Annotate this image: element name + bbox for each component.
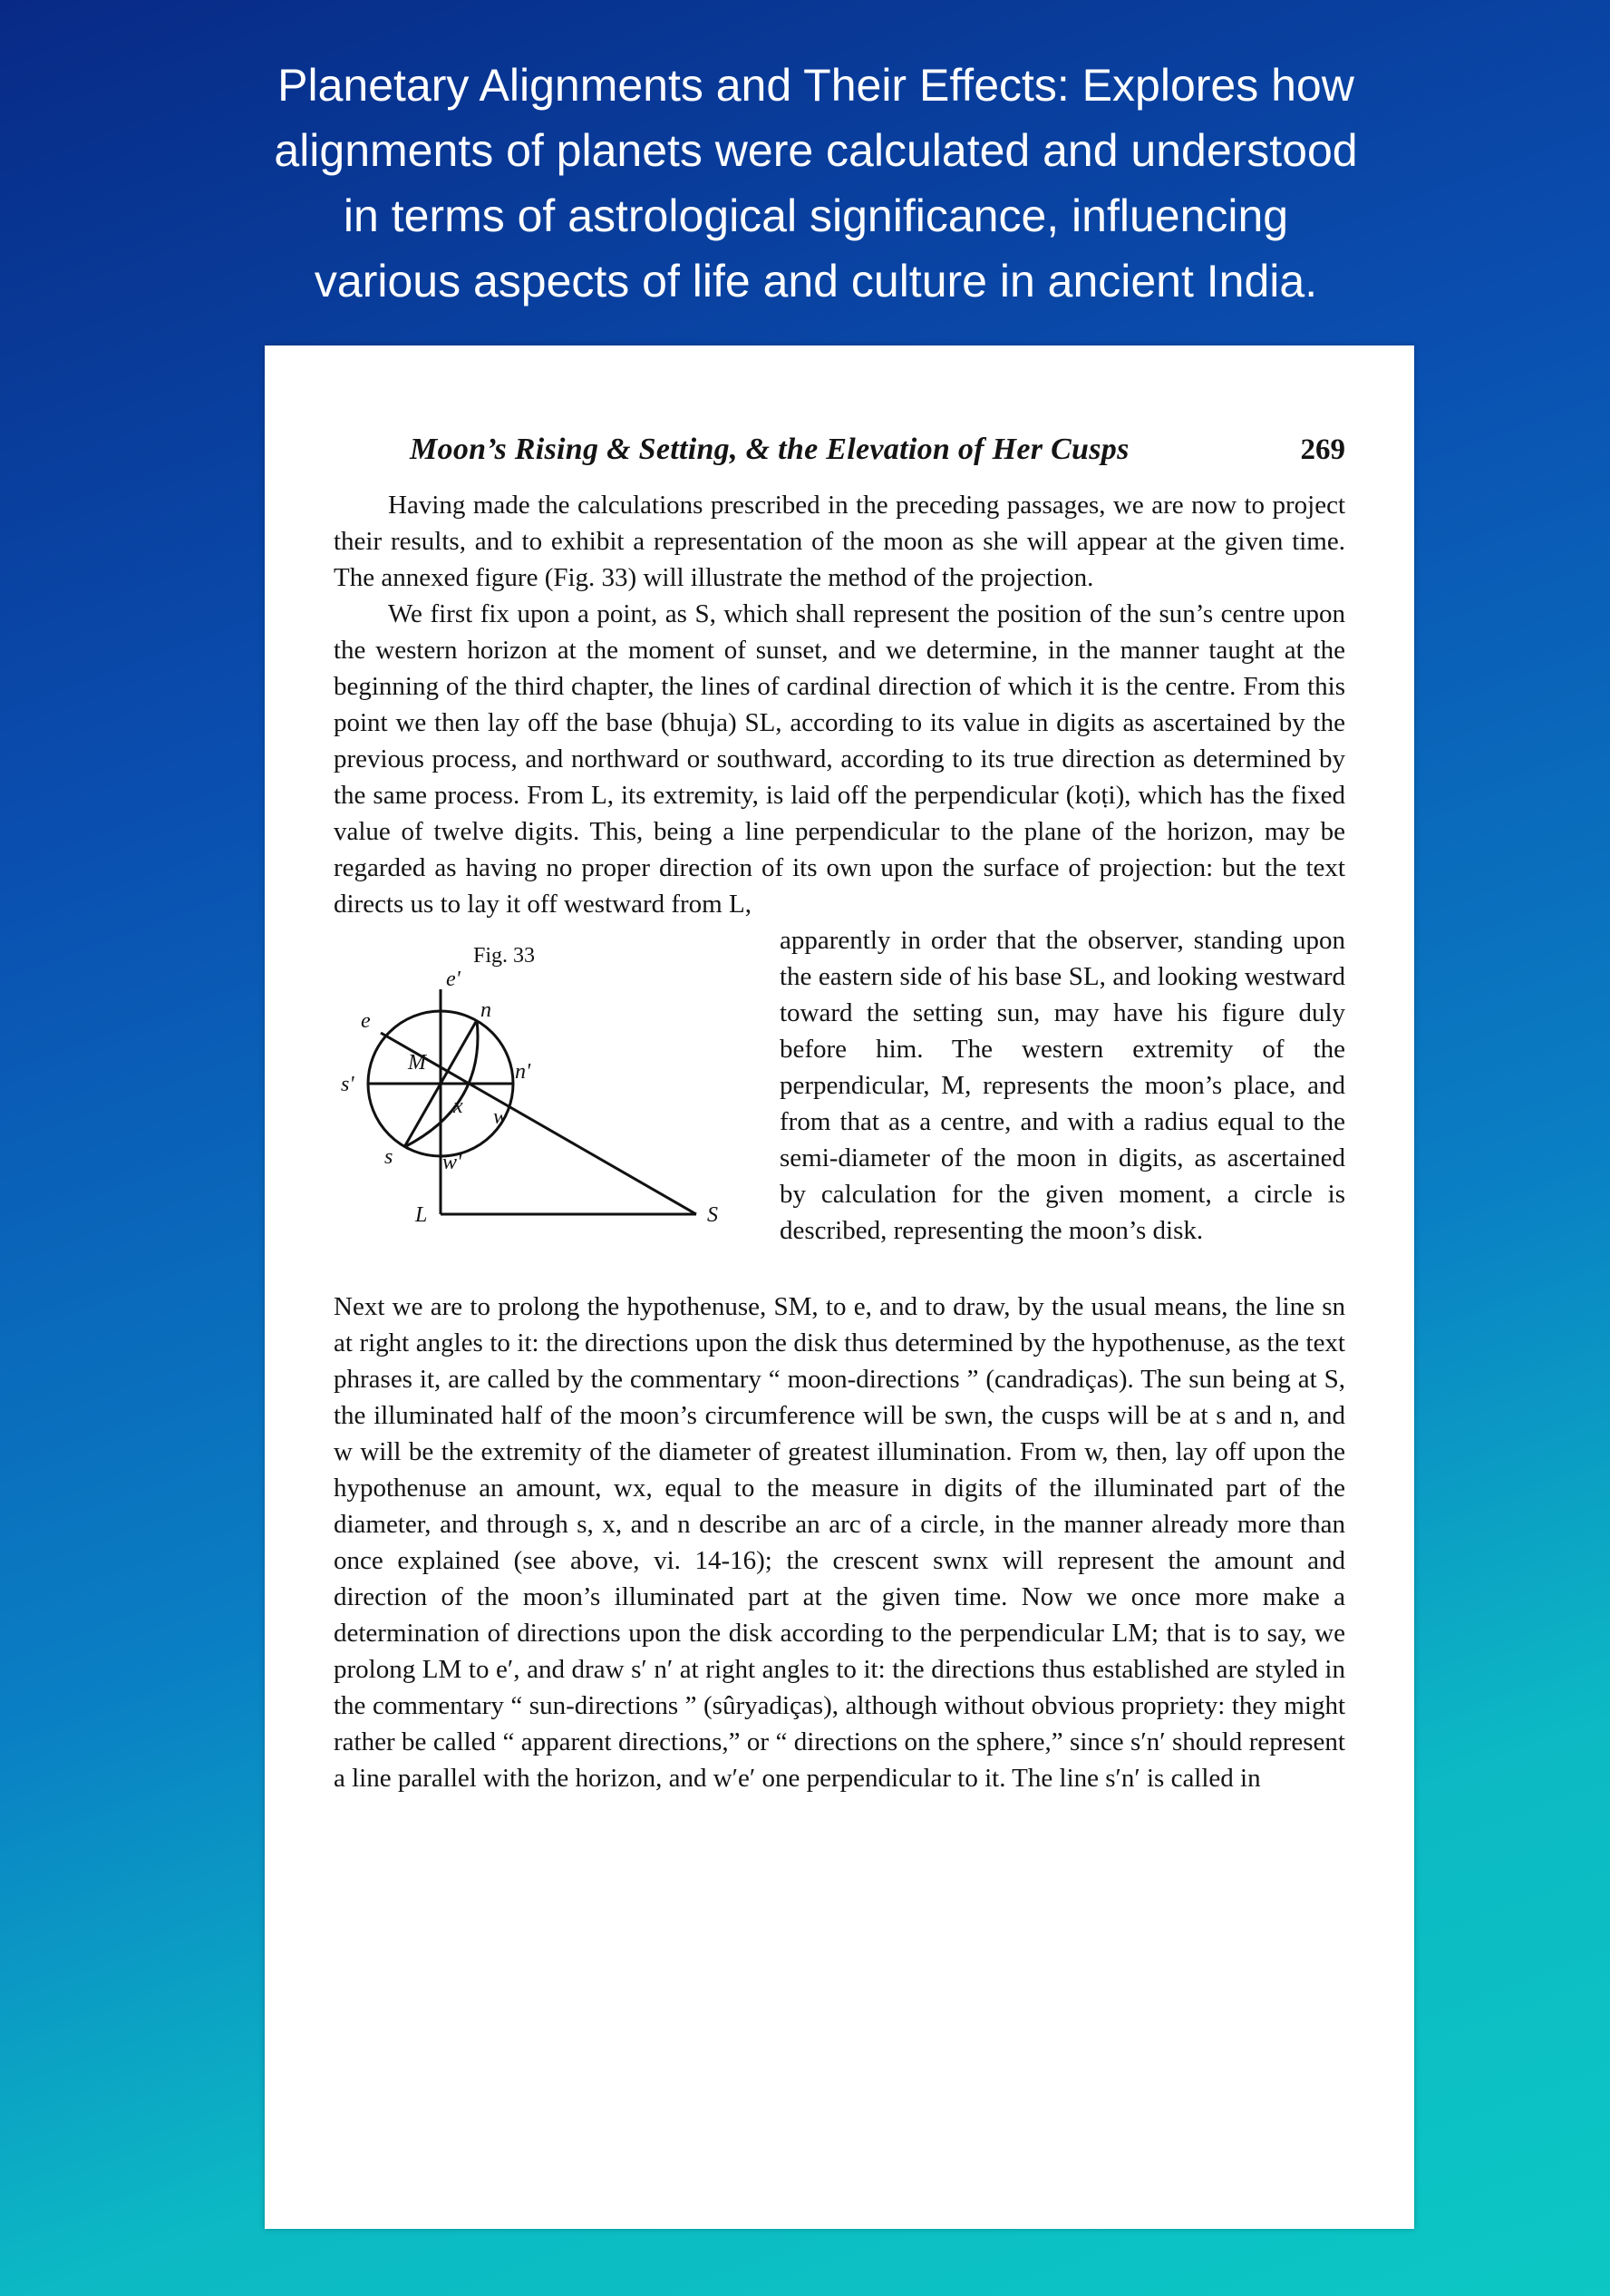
point-label-w: w <box>493 1105 509 1129</box>
paragraph-1: Having made the calculations prescribed in the preceding passages, we are now to project their results, and to exhibit a representation of the moon as she will appear at the given time. The annexed figure (Fig. 33) will illustrate the method of the projection. <box>334 491 1345 592</box>
paragraph-beside-figure: apparently in order that the observer, standing upon the eastern side of his base SL, and looking westward toward the setting sun, may have his figure duly before him. The western extremity of the perpendicular, M, represents the moon’s place, and from that as a centre, and with a radius equal to the semi-diameter of the moon in digits, as ascertained by calculation for the given moment, a circle is described, representing the moon’s disk. <box>780 926 1345 1245</box>
point-label-l: L <box>415 1203 428 1227</box>
point-label-s: s <box>384 1145 393 1169</box>
figure-block <box>334 922 1345 1289</box>
scanned-book-page <box>265 345 1414 2229</box>
image-caption: Planetary Alignments and Their Effects: Explores how alignments of planets were calculated and understood in terms of astrological significance, influencing various aspects of life and culture in ancient India. <box>274 60 1358 306</box>
point-label-n: n <box>480 998 491 1022</box>
point-label-sun: S <box>707 1203 718 1227</box>
page-number: 269 <box>1300 433 1345 466</box>
point-label-m: M <box>408 1051 426 1075</box>
point-label-x: x <box>453 1094 463 1118</box>
point-label-n-prime: n' <box>515 1060 531 1084</box>
running-header <box>410 433 1345 487</box>
paragraph-2: We first fix upon a point, as S, which shall represent the position of the sun’s centre upon the western horizon at the moment of sunset, and we determine, in the manner taught at the beginning of the third chapter, the lines of cardinal direction of which it is the centre. From this point we then lay off the base (bhuja) SL, according to its value in digits as ascertained by the previous process, and northward or southward, according to its true direction as determined by the same process. From L, its extremity, is laid off the perpendicular (koṭi), which has the fixed value of twelve digits. This, being a line perpendicular to the plane of the horizon, may be regarded as having no proper direction of its own upon the surface of projection: but the text directs us to lay it off westward from L, <box>334 599 1345 919</box>
projection-diagram <box>334 969 767 1287</box>
point-label-w-prime: w' <box>442 1151 462 1174</box>
running-title: Moon’s Rising & Setting, & the Elevation of Her Cusps <box>410 433 1130 466</box>
point-label-e-prime: e' <box>446 969 461 991</box>
page-body <box>334 487 1345 1796</box>
figure-33 <box>334 926 767 1289</box>
point-label-s-prime: s' <box>341 1073 354 1096</box>
figure-label: Fig. 33 <box>473 944 536 968</box>
paragraph-after-figure: Next we are to prolong the hypothenuse, SM, to e, and to draw, by the usual means, the line sn at right angles to it: the directions upon the disk thus determined by the hypothenuse, as the text phrases it, are called by the commentary “ moon-directions ” (candradiças). The sun being at S, the illuminated half of the moon’s circumference will be swn, the cusps will be at s and n, and w will be the extremity of the diameter of greatest illumination. From w, then, lay off upon the hypothenuse an amount, wx, equal to the measure in digits of the illuminated part of the diameter, and through s, x, and n describe an arc of a circle, in the manner already more than once explained (see above, vi. 14-16); the crescent swnx will represent the amount and direction of the moon’s illuminated part at the given time. Now we once more make a determination of directions upon the disk according to the perpendicular LM; that is to say, we prolong LM to e′, and draw s′ n′ at right angles to it: the directions thus established are styled in the commentary “ sun-directions ” (sûryadiças), although without obvious propriety: they might rather be called “ apparent directions,” or “ directions on the sphere,” since s′n′ should represent a line parallel with the horizon, and w′e′ one perpendicular to it. The line s′n′ is called in <box>334 1292 1345 1793</box>
page-content <box>334 433 1345 1796</box>
hypothenuse-line <box>381 1033 696 1214</box>
point-label-e: e <box>361 1009 371 1033</box>
